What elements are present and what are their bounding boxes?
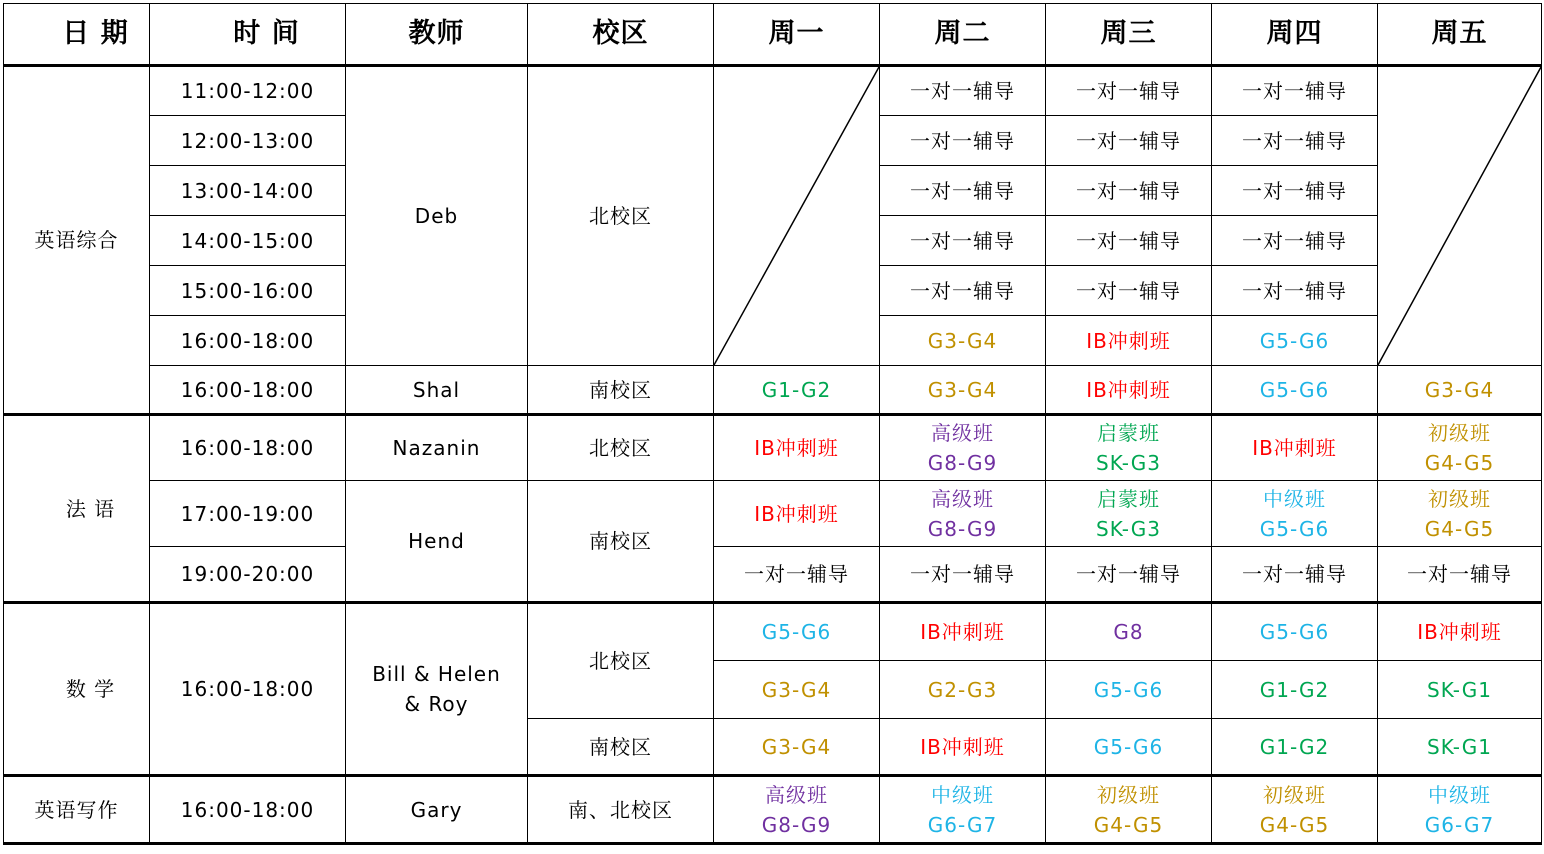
diagonal-slash [714, 67, 879, 365]
grade-range: G6-G7 [927, 812, 998, 837]
table-row [4, 776, 1542, 844]
slot-thu: 一对一辅导 [1212, 547, 1378, 603]
slot-wed [1046, 415, 1212, 481]
grade-range: G8-G9 [927, 451, 998, 475]
class-level: 初级班 [1428, 486, 1491, 511]
time-cell: 16:00-18:00 [150, 316, 346, 366]
grade-range: G8-G9 [761, 812, 832, 837]
slot-mon: G1-G2 [714, 366, 880, 415]
campus-cell: 南校区 [528, 719, 714, 776]
schedule-table [3, 3, 1542, 845]
header-date: 日 期 [4, 4, 150, 66]
header-tue: 周二 [880, 4, 1046, 66]
section-french: 法 语 [4, 415, 150, 603]
grade-range: G4-G5 [1424, 516, 1495, 541]
time-cell: 16:00-18:00 [150, 415, 346, 481]
slot-thu: 一对一辅导 [1212, 266, 1378, 316]
time-cell: 14:00-15:00 [150, 216, 346, 266]
slot-thu: IB冲刺班 [1212, 415, 1378, 481]
slot-fri [1378, 481, 1542, 547]
class-level: 中级班 [1428, 782, 1491, 807]
grade-range: G5-G6 [1259, 516, 1330, 541]
time-cell: 16:00-18:00 [150, 603, 346, 776]
diagonal-slash [1378, 67, 1541, 365]
grade-range: G4-G5 [1424, 451, 1495, 475]
teacher-line: & Roy [404, 692, 469, 716]
section-english-general: 英语综合 [4, 66, 150, 415]
slot-wed [1046, 776, 1212, 844]
class-level: 初级班 [1263, 782, 1326, 807]
slot-mon: G3-G4 [714, 661, 880, 719]
slot-wed: 一对一辅导 [1046, 266, 1212, 316]
class-level: 高级班 [931, 421, 994, 445]
slot-tue [880, 776, 1046, 844]
slot-thu: 一对一辅导 [1212, 66, 1378, 116]
slot-tue: 一对一辅导 [880, 547, 1046, 603]
table-row [4, 66, 1542, 116]
time-cell: 15:00-16:00 [150, 266, 346, 316]
header-mon: 周一 [714, 4, 880, 66]
slot-thu: 一对一辅导 [1212, 166, 1378, 216]
slot-tue: IB冲刺班 [880, 603, 1046, 661]
slot-tue: 一对一辅导 [880, 116, 1046, 166]
slot-tue: G2-G3 [880, 661, 1046, 719]
slot-thu: G5-G6 [1212, 603, 1378, 661]
campus-cell: 南校区 [528, 481, 714, 603]
slot-thu: 一对一辅导 [1212, 216, 1378, 266]
teacher-cell: Hend [346, 481, 528, 603]
time-cell: 11:00-12:00 [150, 66, 346, 116]
header-row [4, 4, 1542, 66]
table-row [4, 415, 1542, 481]
slot-thu: G5-G6 [1212, 316, 1378, 366]
slot-mon: G3-G4 [714, 719, 880, 776]
slot-thu: G1-G2 [1212, 719, 1378, 776]
campus-cell: 北校区 [528, 66, 714, 366]
grade-range: G8-G9 [927, 516, 998, 541]
slot-fri: SK-G1 [1378, 661, 1542, 719]
slot-fri [1378, 415, 1542, 481]
teacher-cell: Nazanin [346, 415, 528, 481]
empty-slot-mon [714, 66, 880, 366]
empty-slot-fri [1378, 66, 1542, 366]
slot-tue: 一对一辅导 [880, 66, 1046, 116]
slot-tue: IB冲刺班 [880, 719, 1046, 776]
class-level: 中级班 [1263, 486, 1326, 511]
slot-fri [1378, 776, 1542, 844]
slot-thu: 一对一辅导 [1212, 116, 1378, 166]
class-level: 高级班 [765, 782, 828, 807]
slot-thu: G1-G2 [1212, 661, 1378, 719]
slot-tue: 一对一辅导 [880, 266, 1046, 316]
teacher-cell: Deb [346, 66, 528, 366]
campus-cell: 南校区 [528, 366, 714, 415]
teacher-cell [346, 603, 528, 776]
slot-wed [1046, 481, 1212, 547]
slot-wed: 一对一辅导 [1046, 216, 1212, 266]
time-cell: 16:00-18:00 [150, 366, 346, 415]
table-row [4, 481, 1542, 547]
teacher-cell: Gary [346, 776, 528, 844]
slot-wed: 一对一辅导 [1046, 66, 1212, 116]
slot-mon: IB冲刺班 [714, 415, 880, 481]
header-wed: 周三 [1046, 4, 1212, 66]
table-row [4, 603, 1542, 661]
section-english-writing: 英语写作 [4, 776, 150, 844]
teacher-line: Bill & Helen [372, 662, 501, 686]
slot-wed: 一对一辅导 [1046, 166, 1212, 216]
slot-wed: IB冲刺班 [1046, 316, 1212, 366]
slot-fri: 一对一辅导 [1378, 547, 1542, 603]
grade-range: SK-G3 [1096, 451, 1161, 475]
time-cell: 19:00-20:00 [150, 547, 346, 603]
slot-tue [880, 415, 1046, 481]
slot-wed: G8 [1046, 603, 1212, 661]
slot-wed: G5-G6 [1046, 719, 1212, 776]
slot-thu: G5-G6 [1212, 366, 1378, 415]
slot-thu [1212, 776, 1378, 844]
header-thu: 周四 [1212, 4, 1378, 66]
slot-wed: IB冲刺班 [1046, 366, 1212, 415]
slot-fri: G3-G4 [1378, 366, 1542, 415]
campus-cell: 北校区 [528, 415, 714, 481]
teacher-cell: Shal [346, 366, 528, 415]
header-campus: 校区 [528, 4, 714, 66]
table-row [4, 547, 1542, 603]
slot-wed: G5-G6 [1046, 661, 1212, 719]
campus-cell: 北校区 [528, 603, 714, 719]
class-level: 启蒙班 [1097, 421, 1160, 445]
slot-tue [880, 481, 1046, 547]
slot-tue: 一对一辅导 [880, 216, 1046, 266]
slot-tue: G3-G4 [880, 316, 1046, 366]
slot-mon: IB冲刺班 [714, 481, 880, 547]
class-level: 中级班 [931, 782, 994, 807]
grade-range: G4-G5 [1259, 812, 1330, 837]
section-math: 数 学 [4, 603, 150, 776]
table-row [4, 366, 1542, 415]
grade-range: G6-G7 [1424, 812, 1495, 837]
time-cell: 16:00-18:00 [150, 776, 346, 844]
slot-tue: G3-G4 [880, 366, 1046, 415]
slot-mon: G5-G6 [714, 603, 880, 661]
slot-mon [714, 776, 880, 844]
grade-range: G4-G5 [1093, 812, 1164, 837]
class-level: 初级班 [1097, 782, 1160, 807]
slot-mon: 一对一辅导 [714, 547, 880, 603]
class-level: 高级班 [931, 486, 994, 511]
class-level: 启蒙班 [1097, 486, 1160, 511]
slot-wed: 一对一辅导 [1046, 116, 1212, 166]
slot-wed: 一对一辅导 [1046, 547, 1212, 603]
slot-tue: 一对一辅导 [880, 166, 1046, 216]
grade-range: SK-G3 [1096, 516, 1161, 541]
slot-thu [1212, 481, 1378, 547]
time-cell: 13:00-14:00 [150, 166, 346, 216]
campus-cell: 南、北校区 [528, 776, 714, 844]
slot-fri: IB冲刺班 [1378, 603, 1542, 661]
class-level: 初级班 [1428, 421, 1491, 445]
time-cell: 17:00-19:00 [150, 481, 346, 547]
header-time: 时 间 [150, 4, 346, 66]
slot-fri: SK-G1 [1378, 719, 1542, 776]
header-fri: 周五 [1378, 4, 1542, 66]
time-cell: 12:00-13:00 [150, 116, 346, 166]
header-teacher: 教师 [346, 4, 528, 66]
